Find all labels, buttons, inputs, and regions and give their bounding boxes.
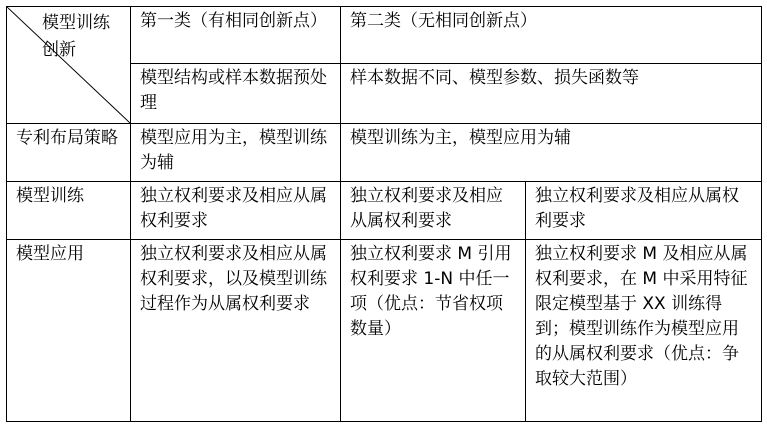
header-category-two: 第二类（无相同创新点） <box>341 7 762 64</box>
strategy-category-two: 模型训练为主，模型应用为辅 <box>341 124 762 182</box>
application-label: 模型应用 <box>7 240 131 422</box>
training-category-two-b: 独立权利要求及相应从属权利要求 <box>526 182 762 240</box>
application-category-one: 独立权利要求及相应从属权利要求，以及模型训练过程作为从属权利要求 <box>131 240 341 422</box>
training-category-two-a: 独立权利要求及相应从属权利要求 <box>341 182 526 240</box>
strategy-category-one: 模型应用为主，模型训练为辅 <box>131 124 341 182</box>
corner-bottom-label: 创新 <box>42 40 76 60</box>
table-row-application <box>7 240 762 422</box>
innovation-category-one: 模型结构或样本数据预处理 <box>131 64 341 124</box>
training-label: 模型训练 <box>7 182 131 240</box>
strategy-label: 专利布局策略 <box>7 124 131 182</box>
table-row-header <box>7 7 762 64</box>
training-category-one: 独立权利要求及相应从属权利要求 <box>131 182 341 240</box>
corner-header-cell <box>7 7 131 124</box>
table-row-strategy <box>7 124 762 182</box>
innovation-category-two: 样本数据不同、模型参数、损失函数等 <box>341 64 762 124</box>
application-category-two-a: 独立权利要求 M 引用权利要求 1-N 中任一项（优点：节省权项数量） <box>341 240 526 422</box>
table-row-training <box>7 182 762 240</box>
corner-top-label: 模型训练 <box>42 13 110 33</box>
application-category-two-b: 独立权利要求 M 及相应从属权利要求，在 M 中采用特征限定模型基于 XX 训练得到；模型训练作为模型应用的从属权利要求（优点：争取较大范围） <box>526 240 762 422</box>
header-category-one: 第一类（有相同创新点） <box>131 7 341 64</box>
patent-strategy-table <box>6 6 762 422</box>
